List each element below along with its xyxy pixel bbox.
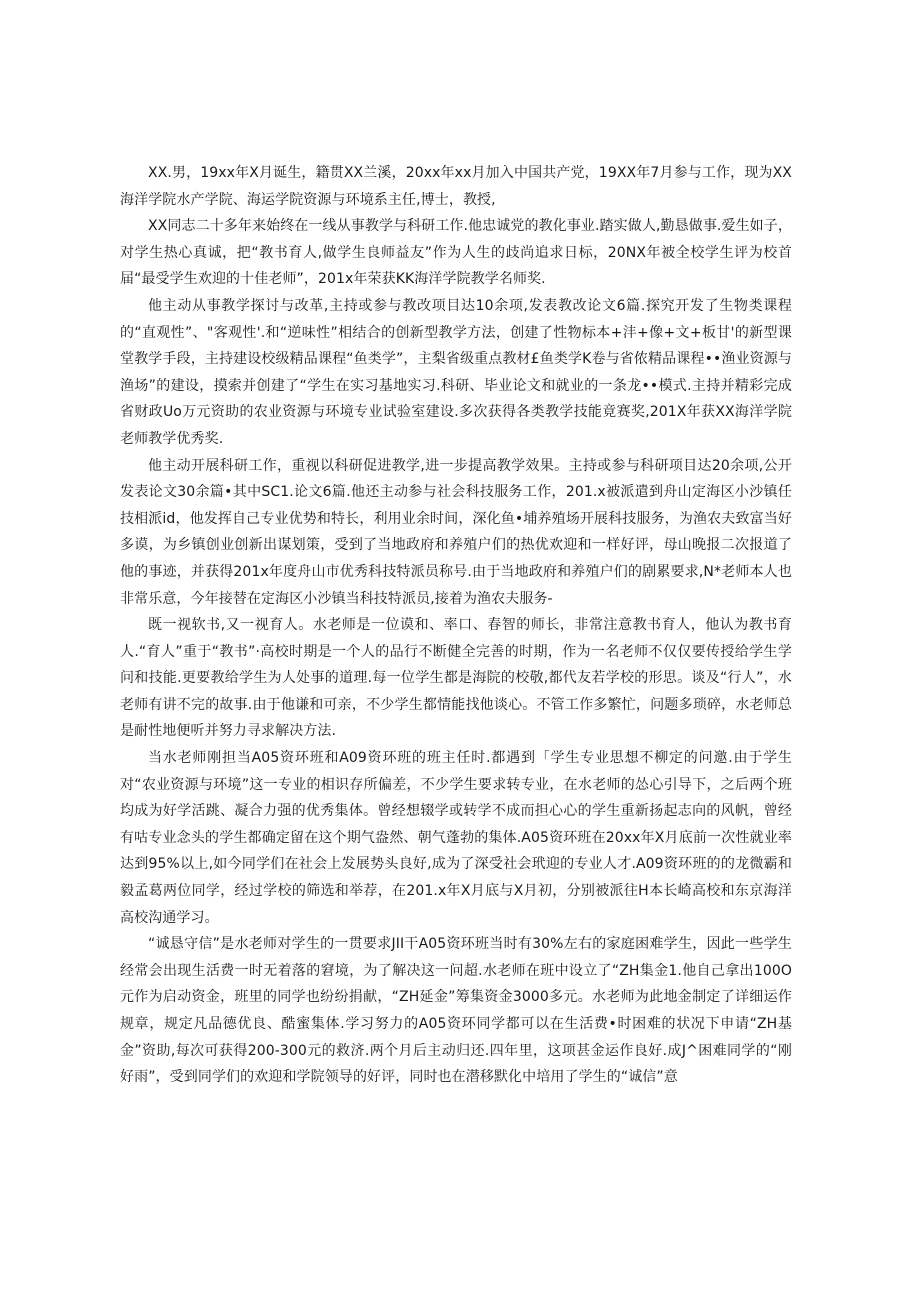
paragraph-class-advisor: 当水老师刚担当A05资环班和A09资环班的班主任时.都遇到「学生专业思想不柳定的问邀.由于学生对“农业资源与环境”这一专业的相识存所偏差，不少学生要求转专业，在水老师的怂心引导下，之后两个班均成为好学活跳、凝合力强的优秀集体。曾经想辍学或转学不成而担心心的学生重新扬起志向的风帆，曾经有咕专业念头的学生都确定留在这个期气盎然、朝气蓬勃的集体.A05资环班在20xx年X月底前一次性就业率达到95%以上,如今同学们在社会上发展势头良好,成为了深受社会玳迎的专业人才.A09资环班的的龙微霸和毅孟葛两位同学，经过学校的筛选和举荐，在201.x年X月底与X月初，分别被派往H本长崎高校和东京海洋高校沟通学习。 — [120, 750, 792, 926]
paragraph-educating-people: 既一视软书,又一视育人。水老师是一位谟和、率口、春智的师长，非常注意教书育人，他认为教书育人.“育人”重于“教书”·高校时期是一个人的品行不断健全完善的时期，作为一名老师不仅仅要传授给学生学问和技能.更要教给学生为人处事的道理.每一位学生都是海院的校敬,都代友若学校的形思。谈及“行人”，水老师有讲不完的故事.由于他谦和可亲，不少学生都情能找他谈心。不管工作多繁忙，问题多琐碎，水老师总是耐性地便听并努力寻求解决方法. — [120, 617, 792, 740]
paragraph-biography: XX.男，19xx年X月诞生，籍贯XX兰溪，20xx年xx月加入中国共产党，19XX年7月参与工作，现为XX海洋学院水产学院、海运学院资源与环境系主任,博士，教授, — [120, 165, 792, 208]
paragraph-research-work: 他主动开展科研工作，重视以科研促进教学,进一步提高教学效果。主持或参与科研项目达20余项,公开发表论文30余篇•其中SC1.论文6篇.他还主动参与社会科技服务工作，201.x被派遣到舟山定海区小沙镇任技相派id，他发挥自己专业优势和特长，利用业余时间，深化鱼•埔养殖场开展科技服务，为渔农夫致富当好多谟，为乡镇创业创新出谋划策，受到了当地政府和养殖户们的热优欢迎和一样好评，母山晚报二次报道了他的事迹，并获得201x年度舟山市优秀科技特派员称号.由于当地政府和养殖户们的剧累要求,N*老师本人也非常乐意，今年接替在定海区小沙镇当科技特派员,接着为渔农夫服务- — [120, 457, 792, 607]
document-body — [120, 160, 792, 1091]
paragraph-teaching-career: XX同志二十多年来始终在一线从事教学与科研工作.他忠诚党的教化事业.踏实做人,勤恳做事.爱生如子，对学生热心真诚，把“教书育人,做学生良师益友”作为人生的歧尚追求日标，20NX年被全校学生评为校首届“最受学生欢迎的十佳老师”，201x年荣获KK海洋学院教学名师奖. — [120, 218, 792, 288]
paragraph-teaching-reform: 他主动从事教学探讨与改革,主持或参与教改项目达10余项,发表教改论文6篇.探究开发了生物类课程的“直观性”、"客观性'.和“逆味性”相结合的创新型教学方法，创建了性物标本+沣+像+文+板甘'的新型课堂教学手段，主持建设校级精品课程“鱼类学”，主梨省级重点教材£鱼类学K卷与省侬精品课程••渔业资源与渔场”的建设，摸索并创建了“学生在实习基地实习.科研、毕业论文和就业的一条龙••模式.主持并精彩完成省财政Uo万元资助的农业资源与环境专业试验室建设.多次获得各类教学技能竟赛奖,201X年获XX海洋学院老师教学优秀奖. — [120, 297, 792, 447]
paragraph-integrity-fund: “诚恳守信”是水老师对学生的一贯要求JII干A05资环班当时有30%左右的家庭困难学生，因此一些学生经常会出现生活费一时无着落的窘境，为了解决这一问超.水老师在班中设立了“ZH集金1.他自己拿出100O元作为启动资金，班里的同学也纷纷捐献，“ZH延金”筹集资金3000多元。水老师为此地金制定了详细运作规章，规定凡品德优良、酷蜜集体.学习努力的A05资环同学都可以在生活费•时困难的状况下申请“ZH基金”资助,每次可获得200-300元的救济.两个月后主动归还.四年里，这项甚金运作良好.成J^困难同学的“刚好雨”，受到同学们的欢迎和学院领导的好评，同时也在潜移默化中培用了学生的“诚信”意 — [120, 936, 792, 1086]
